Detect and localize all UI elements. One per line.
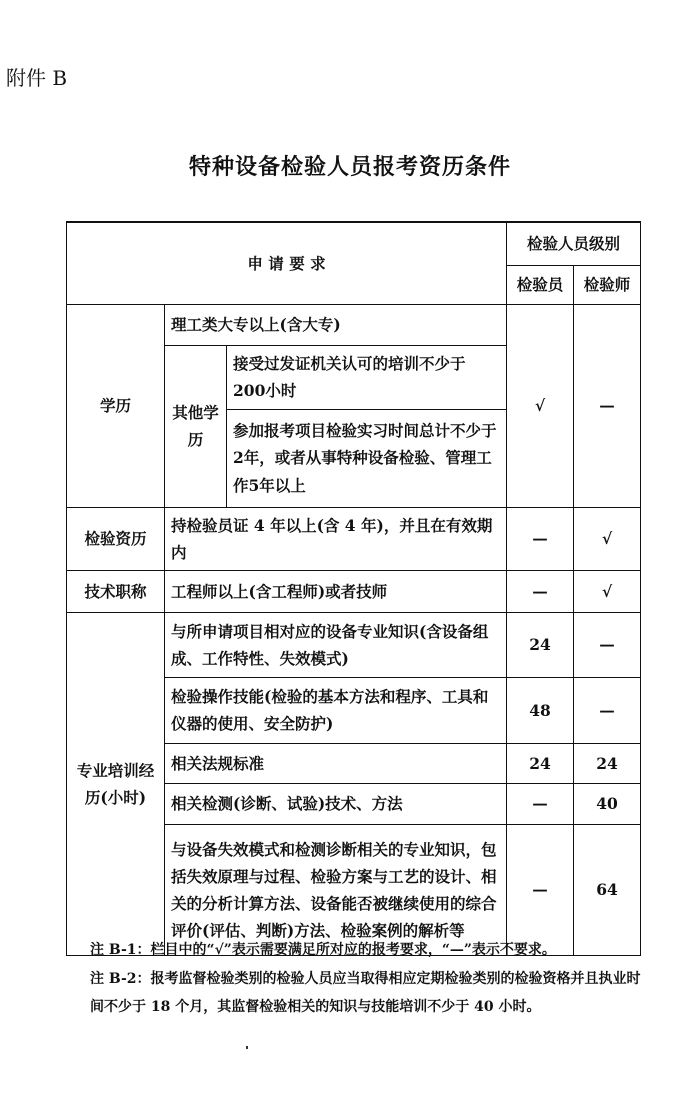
header-row (67, 222, 641, 265)
title-rank-text: 工程师以上(含工程师)或者技师 (165, 570, 507, 612)
training-1-inspector-hours: 24 (507, 612, 574, 677)
qualification-text: 持检验员证 4 年以上(含 4 年)，并且在有效期内 (165, 507, 507, 570)
scan-speck (246, 1046, 248, 1049)
training-2-engineer-hours: — (574, 677, 641, 743)
other-education-label: 其他学历 (165, 345, 227, 507)
note-b2: 注 B-2：报考监督检验类别的检验人员应当取得相应定期检验类别的检验资格并且执业时间不少于 18 个月，其监督检验相关的知识与技能培训不少于 40 小时。 (90, 970, 641, 1016)
training-regulations: 相关法规标准 (165, 743, 507, 783)
note-b1: 注 B-1：栏目中的“√”表示需要满足所对应的报考要求，“—”表示不要求。 (90, 942, 556, 958)
title-rank-engineer-mark: √ (574, 570, 641, 612)
footnotes (66, 936, 642, 1022)
education-row-1 (67, 304, 641, 345)
training-3-engineer-hours: 24 (574, 743, 641, 783)
inspector-header: 检验员 (507, 265, 574, 304)
education-college: 理工类大专以上(含大专) (165, 304, 507, 345)
level-header: 检验人员级别 (507, 222, 641, 265)
qualification-engineer-mark: √ (574, 507, 641, 570)
training-5-inspector-hours: — (507, 824, 574, 955)
training-4-inspector-hours: — (507, 783, 574, 824)
title-rank-label: 技术职称 (67, 570, 165, 612)
title-rank-row (67, 570, 641, 612)
training-testing-methods: 相关检测(诊断、试验)技术、方法 (165, 783, 507, 824)
education-internship: 参加报考项目检验实习时间总计不少于2年，或者从事特种设备检验、管理工作5年以上 (227, 409, 507, 507)
training-label: 专业培训经历(小时) (67, 612, 165, 955)
training-4-engineer-hours: 40 (574, 783, 641, 824)
qualification-inspector-mark: — (507, 507, 574, 570)
document-title: 特种设备检验人员报考资历条件 (188, 154, 511, 180)
education-training-200h: 接受过发证机关认可的培训不少于 200小时 (227, 345, 507, 409)
training-5-engineer-hours: 64 (574, 824, 641, 955)
training-3-inspector-hours: 24 (507, 743, 574, 783)
training-2-inspector-hours: 48 (507, 677, 574, 743)
requirements-table (66, 221, 641, 956)
title-rank-inspector-mark: — (507, 570, 574, 612)
training-failure-analysis: 与设备失效模式和检测诊断相关的专业知识，包括失效原理与过程、检验方案与工艺的设计、相关的分析计算方法、设备能否被继续使用的综合评价(评估、判断)方法、检验案例的解析等 (165, 824, 507, 955)
training-operation-skills: 检验操作技能(检验的基本方法和程序、工具和仪器的使用、安全防护) (165, 677, 507, 743)
training-equipment-knowledge: 与所申请项目相对应的设备专业知识(含设备组成、工作特性、失效模式) (165, 612, 507, 677)
qualification-row (67, 507, 641, 570)
engineer-header: 检验师 (574, 265, 641, 304)
requirement-header: 申 请 要 求 (67, 222, 507, 304)
education-engineer-mark: — (574, 304, 641, 507)
annex-label: 附件 B (6, 66, 68, 90)
education-label: 学历 (67, 304, 165, 507)
training-row-1 (67, 612, 641, 677)
training-1-engineer-hours: — (574, 612, 641, 677)
qualification-label: 检验资历 (67, 507, 165, 570)
education-inspector-mark: √ (507, 304, 574, 507)
